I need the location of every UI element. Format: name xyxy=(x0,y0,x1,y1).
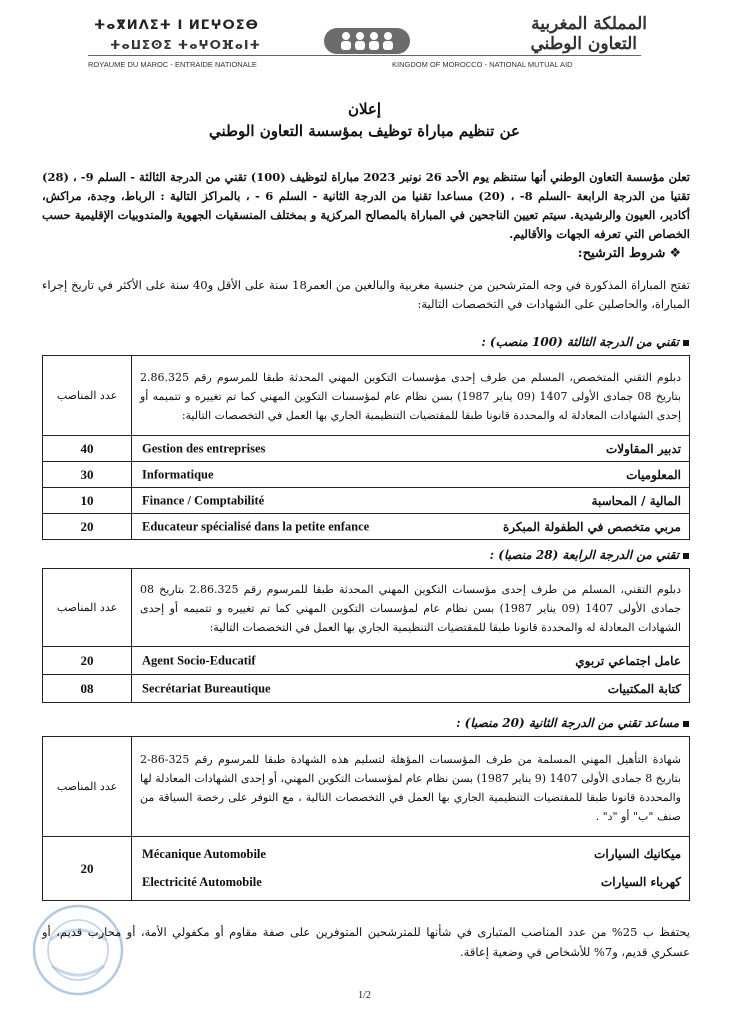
intro-text: تعلن مؤسسة التعاون الوطني أنها ستنظم يوم الأحد 26 نونبر 2023 مباراة لتوظيف (100) تقني من الدرجة الثالثة - السلم 9- ، (28) تقنيا من الدرجة الرابعة -السلم 8- ، (20) مساعدا تقنيا من الدرجة الثانية - السلم 6 - ، بالمراكز التالية : الرباط، وجدة، مراكش، أكادير، العيون والرشيدية. xyxy=(42,170,690,222)
page-subtitle: عن تنظيم مباراة توظيف بمؤسسة التعاون الوطني xyxy=(209,122,520,140)
specialty-fr: Secrétariat Bureautique xyxy=(142,681,271,695)
diploma-description: دبلوم التقني المتخصص، المسلم من طرف إحدى مؤسسات التكوين المهني المحدثة طبقا للمرسوم رقم 2.86.325 بتاريخ 08 جمادى الأولى 1407 (09 يناير 1987) بسن نظام عام لمؤسسات التكوين المهني كما تم تغييره و تتميمه أو إحدى الشهادات المعادلة له والمحددة قانونا طبقا للمقتضيات التنظيمية الجاري بها العمل في التخصصات التالية: xyxy=(132,356,690,436)
table-row xyxy=(43,436,690,462)
letterhead xyxy=(0,0,729,76)
specialty-fr: Gestion des entreprises xyxy=(142,441,266,455)
count-header: عدد المناصب xyxy=(43,737,132,837)
table-row xyxy=(43,837,690,901)
specialty-ar: تدبير المقاولات xyxy=(606,441,681,456)
specialty-ar: كتابة المكتبيات xyxy=(607,681,681,696)
arabic-kingdom-name: المملكة المغربية xyxy=(531,14,647,34)
specialty-fr: Mécanique Automobile xyxy=(142,847,266,861)
diploma-description: دبلوم التقني، المسلم من طرف إحدى مؤسسات التكوين المهني المحدثة طبقا للمرسوم رقم 2.86.325 بتاريخ 08 جمادى الأولى 1407 (09 يناير 1987) بسن نظام عام لمؤسسات التكوين المهني كما تم تغييره و تتميمه أو إحدى الشهادات المعادلة له والمحددة قانونا طبقا للمقتضيات التنظيمية الجاري بها العمل في التخصصات التالية: xyxy=(132,569,690,647)
post-count: 08 xyxy=(43,675,132,703)
specialty-ar: مربي متخصص في الطفولة المبكرة xyxy=(502,519,681,534)
french-caption: ROYAUME DU MAROC - ENTRAIDE NATIONALE xyxy=(88,60,257,69)
post-count: 40 xyxy=(43,436,132,462)
conditions-text: تفتح المباراة المذكورة في وجه المترشحين من جنسية مغربية والبالغين من العمر18 سنة على الأقل و40 سنة على الأكثر في تاريخ إجراء المباراة، والحاصلين على الشهادات في التخصصات التالية: xyxy=(42,278,690,311)
diploma-description: شهادة التأهيل المهني المسلمة من طرف المؤسسات المؤهلة لتسليم هذه الشهادة طبقا للمرسوم رقم 325-86-2 بتاريخ 8 جمادى الأولى 1407 (9 يناير 1987) بسن نظام عام لمؤسسات التكوين المهني، أو إحدى الشهادات المعادلة لها والمحددة قانونا طبقا للمقتضيات التنظيمية الجاري بها العمل في التخصصات التالية ، مع التوفر على رخصة السياقة من صنف "ب" أو "د" . xyxy=(132,737,690,837)
section2-heading: تقني من الدرجة الرابعة (28 منصبا) : xyxy=(490,548,689,562)
post-count: 20 xyxy=(43,514,132,540)
post-count: 30 xyxy=(43,462,132,488)
entraide-logo-icon xyxy=(322,22,412,56)
header-divider xyxy=(88,55,641,56)
specialty-fr: Informatique xyxy=(142,467,214,481)
table-row xyxy=(43,647,690,675)
table-row xyxy=(43,488,690,514)
count-header: عدد المناصب xyxy=(43,569,132,647)
tifinagh-title: ⵜⴰⴳⵍⴷⵉⵜ ⵏ ⵍⵎⵖⵔⵉⴱ xyxy=(94,18,259,33)
arabic-institution-name: التعاون الوطني xyxy=(530,34,637,54)
post-count: 10 xyxy=(43,488,132,514)
specialty-ar: المعلوميات xyxy=(626,467,681,482)
tifinagh-subtitle: ⵜⴰⵡⵉⵙⵉ ⵜⴰⵖⵔⴼⴰⵏⵜ xyxy=(110,38,262,52)
specialty-ar: ميكانيك السيارات xyxy=(594,847,681,861)
page-title: إعلان xyxy=(347,100,382,118)
intro-paragraph xyxy=(42,168,690,244)
specialty-fr: Educateur spécialisé dans la petite enfance xyxy=(142,519,370,533)
specialty-ar: كهرباء السيارات xyxy=(600,875,681,889)
reservation-note: يحتفظ ب 25% من عدد المناصب المتبارى في شأنها للمترشحين المتوفرين على صفة مقاوم أو مكفولي الأمة، أو محارب قديم، أو عسكري قديم، و7% للأشخاص في وضعية إعاقة. xyxy=(42,925,690,959)
section3-heading: مساعد تقني من الدرجة الثانية (20 منصبا) : xyxy=(456,716,689,730)
post-count: 20 xyxy=(43,647,132,675)
english-caption: KINGDOM OF MOROCCO - NATIONAL MUTUAL AID xyxy=(392,60,573,69)
table-row xyxy=(43,462,690,488)
section1-heading: تقني من الدرجة الثالثة (100 منصب) : xyxy=(481,335,689,349)
post-count: 20 xyxy=(43,837,132,901)
specialty-fr: Electricité Automobile xyxy=(142,875,262,889)
square-bullet-icon xyxy=(683,340,689,346)
specialty-fr: Agent Socio-Educatif xyxy=(142,653,256,667)
section2-table xyxy=(42,568,690,703)
assignment-text: سيتم تعيين الناجحين في المباراة بالمصالح المركزية و بمختلف المنسقيات الجهوية والمندوبيات الإقليمية حسب الخصاص التي تعرفه الجهات والأقاليم. xyxy=(42,208,690,241)
count-header: عدد المناصب xyxy=(43,356,132,436)
square-bullet-icon xyxy=(683,721,689,727)
specialty-fr: Finance / Comptabilité xyxy=(142,493,265,507)
conditions-heading: ❖شروط الترشيح: xyxy=(577,246,681,261)
square-bullet-icon xyxy=(683,553,689,559)
specialty-list xyxy=(132,837,690,901)
section1-table xyxy=(42,355,690,540)
table-row xyxy=(43,675,690,703)
section3-table xyxy=(42,736,690,901)
page-number: 1/2 xyxy=(358,990,371,1001)
specialty-ar: عامل اجتماعي تربوي xyxy=(575,653,681,668)
table-row xyxy=(43,514,690,540)
diamond-bullet-icon: ❖ xyxy=(669,246,681,261)
specialty-ar: المالية / المحاسبة xyxy=(591,493,681,508)
